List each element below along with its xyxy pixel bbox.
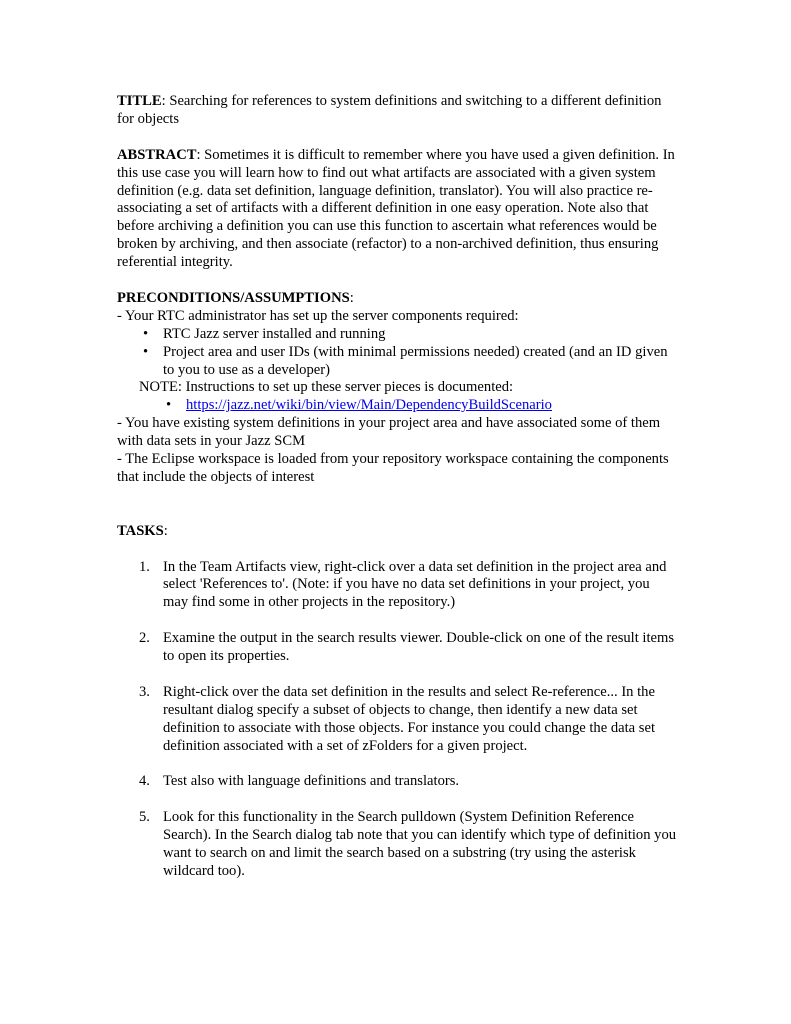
task-text: Right-click over the data set definition in the results and select Re-reference... In the resultant dialog specify a subset of objects to change, then identify a new data set definition to associate with those objects. For instance you could change the data set definition associated with a set of zFolders for a given project. (163, 683, 656, 754)
preconditions-colon: : (349, 289, 354, 306)
task-number: 1. (139, 558, 150, 575)
task-item (139, 809, 677, 881)
spacer (117, 541, 677, 559)
title-paragraph (117, 93, 677, 129)
list-item-text: RTC Jazz server installed and running (163, 325, 386, 342)
bullet-icon: • (166, 397, 172, 414)
document-page (117, 93, 677, 899)
dependency-build-scenario-link[interactable]: https://jazz.net/wiki/bin/view/Main/DependencyBuildScenario (186, 397, 552, 414)
task-text: Look for this functionality in the Search pulldown (System Definition Reference Search). In the Search dialog tab note that you can identify which type of definition you want to search on and limit the search based on a substring (try using the asterisk wildcard too). (163, 809, 677, 879)
task-number: 4. (139, 773, 150, 790)
tasks-colon: : (163, 522, 168, 539)
preconditions-note: NOTE: Instructions to set up these server pieces is documented: (139, 379, 514, 396)
list-item (143, 325, 677, 344)
preconditions-intro: - Your RTC administrator has set up the server components required: (117, 307, 519, 324)
task-number: 2. (139, 630, 150, 647)
bullet-icon: • (143, 325, 149, 342)
abstract-text: : Sometimes it is difficult to remember where you have used a given definition. In this use case you will learn how to find out what artifacts are associated with a given system definition (e.g. data set definition, language definition, translator). You will also practice re-associating a set of artifacts with a different definition in one easy operation. Note also that before archiving a definition you can use this function to ascertain what references would be broken by archiving, and then associate (refactor) to a non-archived definition, thus ensuring referential integrity. (117, 146, 675, 271)
preconditions-heading (117, 290, 677, 308)
task-text: In the Team Artifacts view, right-click over a data set definition in the project area and select 'References to'. (Note: if you have no data set definitions in your project, you may find some in other projects in the repository.) (163, 558, 667, 611)
tasks-list (117, 559, 677, 881)
task-item (139, 558, 677, 613)
task-item (139, 683, 677, 756)
preconditions-bullet-list (117, 326, 677, 380)
spacer (117, 272, 677, 290)
task-text: Test also with language definitions and translators. (163, 773, 460, 790)
spacer (117, 129, 677, 147)
title-label: TITLE (117, 93, 162, 109)
abstract-label: ABSTRACT (117, 146, 197, 163)
preconditions-link-list (117, 397, 677, 415)
spacer (117, 487, 677, 523)
task-item (139, 773, 677, 791)
task-number: 5. (139, 809, 150, 826)
list-item (166, 397, 677, 415)
preconditions-label: PRECONDITIONS/ASSUMPTIONS (117, 289, 350, 306)
abstract-paragraph (117, 147, 677, 272)
task-item (139, 630, 677, 666)
tasks-heading (117, 523, 677, 541)
list-item (143, 343, 677, 380)
bullet-icon: • (143, 343, 149, 360)
preconditions-extra-1: - You have existing system definitions in your project area and have associated some of them with data sets in your Jazz SCM (117, 415, 661, 450)
preconditions-extra-2: - The Eclipse workspace is loaded from your repository workspace containing the components that include the objects of interest (117, 451, 669, 485)
task-text: Examine the output in the search results viewer. Double-click on one of the result items to open its properties. (163, 630, 675, 665)
tasks-label: TASKS (117, 522, 164, 539)
list-item-text: Project area and user IDs (with minimal permissions needed) created (and an ID given to you to use as a developer) (163, 343, 668, 378)
task-number: 3. (139, 683, 150, 700)
title-text: : Searching for references to system definitions and switching to a different definition for objects (117, 93, 662, 127)
